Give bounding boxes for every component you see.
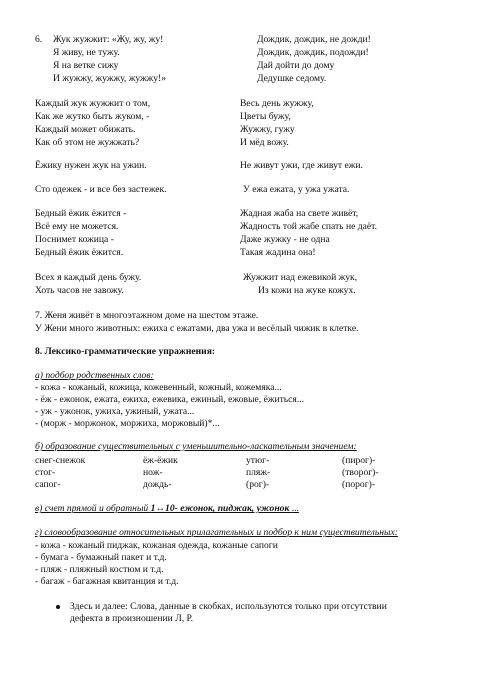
- exercise-6-number: 6.: [35, 34, 43, 45]
- table-cell: утюг-: [246, 455, 270, 466]
- table-cell: ёж-ёжик: [143, 455, 178, 466]
- poem-line: И мёд вожу.: [240, 137, 289, 148]
- table-cell: снег-снежок: [35, 455, 86, 466]
- table-cell: нож-: [143, 467, 163, 478]
- poem-line: Такая жадина она!: [240, 247, 316, 258]
- poem-line: Я на ветке сижу: [53, 60, 119, 71]
- exercise-7-line: 7. Женя живёт в многоэтажном доме на шестом этаже.: [35, 310, 259, 321]
- subsection-b-heading: б) образование существительных с уменьшительно-ласкательным значением:: [35, 441, 357, 452]
- subsection-v-tail: ...: [291, 503, 299, 514]
- poem-line: Не живут ужи, где живут ежи.: [240, 160, 363, 171]
- poem-line: Весь день жужжу,: [240, 98, 314, 109]
- list-item: - багаж - багажная квитанция и т.д.: [35, 576, 179, 587]
- poem-line: Даже жужку - не одна: [240, 234, 330, 245]
- list-item: - уж - ужонок, ужиха, ужиный, ужата...: [35, 406, 195, 417]
- poem-line: Бедный ёжик ёжится -: [35, 208, 127, 219]
- poem-line: Ёжику нужен жук на ужин.: [35, 160, 147, 171]
- table-cell: пляж-: [246, 467, 271, 478]
- list-item: - бумага - бумажный пакет и т.д.: [35, 552, 167, 563]
- list-item: - ёж - ежонок, ежата, ежиха, ежевика, ежиный, ежовые, ёжиться...: [35, 394, 305, 405]
- poem-line: Как об этом не жужжать?: [35, 137, 140, 148]
- poem-line: Цветы бужу,: [240, 111, 291, 122]
- subsection-v-bold: 1↔10- ежонок, пиджак, ужонок: [150, 503, 292, 514]
- poem-line: Поснимет кожица -: [35, 234, 114, 245]
- table-cell: сапог-: [35, 479, 61, 490]
- poem-line: Дедушке седому.: [257, 73, 327, 84]
- table-cell: (порог)-: [342, 479, 376, 490]
- subsection-v-heading: [35, 503, 299, 515]
- table-cell: стог-: [35, 467, 56, 478]
- poem-line: Дай дойти до дому: [257, 60, 335, 71]
- poem-line: Жужжу, гужу: [240, 124, 295, 135]
- poem-line: Всё ему не можется.: [35, 221, 119, 232]
- poem-line: Жадность той жабе спать не даёт.: [240, 221, 378, 232]
- poem-line: Дождик, дождик, подожди!: [257, 47, 369, 58]
- footnote-line: Здесь и далее: Слова, данные в скобках, используются только при отсутствии: [70, 601, 387, 612]
- poem-line: Дождик, дождик, не дожди!: [257, 34, 371, 45]
- subsection-v-label: в) счет прямой и обратный: [35, 503, 151, 514]
- poem-line: Каждый может обижать.: [35, 124, 136, 135]
- poem-line: У ежа ежата, у ужа ужата.: [243, 184, 350, 195]
- poem-line: Хоть часов не завожу.: [35, 285, 124, 296]
- table-cell: (пирог)-: [342, 455, 376, 466]
- poem-line: Сто одежек - и все без застежек.: [35, 184, 167, 195]
- table-cell: (рог)-: [246, 479, 270, 490]
- list-item: - пляж - пляжный костюм и т.д.: [35, 564, 164, 575]
- section-8-title: 8. Лексико-грамматические упражнения:: [35, 346, 216, 357]
- poem-line: Жадная жаба на свете живёт,: [240, 208, 359, 219]
- table-cell: (творог)-: [342, 467, 379, 478]
- list-item: - (морж - моржонок, моржиха, моржовый)*...: [35, 418, 220, 429]
- list-item: - кожа - кожаный пиджак, кожаная одежда, кожаные сапоги: [35, 540, 278, 551]
- poem-line: Каждый жук жужжит о том,: [35, 98, 151, 109]
- table-cell: дождь-: [143, 479, 172, 490]
- poem-line: Жужжит над ежевикой жук,: [243, 272, 358, 283]
- list-item: - кожа - кожаный, кожица, кожевенный, кожный, кожемяка...: [35, 382, 282, 393]
- poem-line: Как же жутко быть жуком, -: [35, 111, 150, 122]
- poem-line: Из кожи на жуке кожух.: [258, 285, 356, 296]
- poem-line: Жук жужжит: «Жу, жу, жу!: [53, 34, 164, 45]
- footnote-line: дефекта в произношении Л, Р.: [70, 613, 194, 624]
- poem-line: Всех я каждый день бужу.: [35, 272, 142, 283]
- poem-line: Я живу, не тужу.: [53, 47, 120, 58]
- subsection-g-heading: г) словообразование относительных прилагательных и подбор к ним существительных:: [35, 527, 398, 538]
- poem-line: Бедный ёжик ёжится.: [35, 247, 124, 258]
- subsection-a-heading: а) подбор родственных слов:: [35, 370, 154, 381]
- poem-line: И жужжу, жужжу, жужжу!»: [53, 73, 167, 84]
- exercise-7-line: У Жени много животных: ежиха с ежатами, два ужа и весёлый чижик в клетке.: [35, 323, 359, 334]
- bullet-icon: [56, 605, 60, 609]
